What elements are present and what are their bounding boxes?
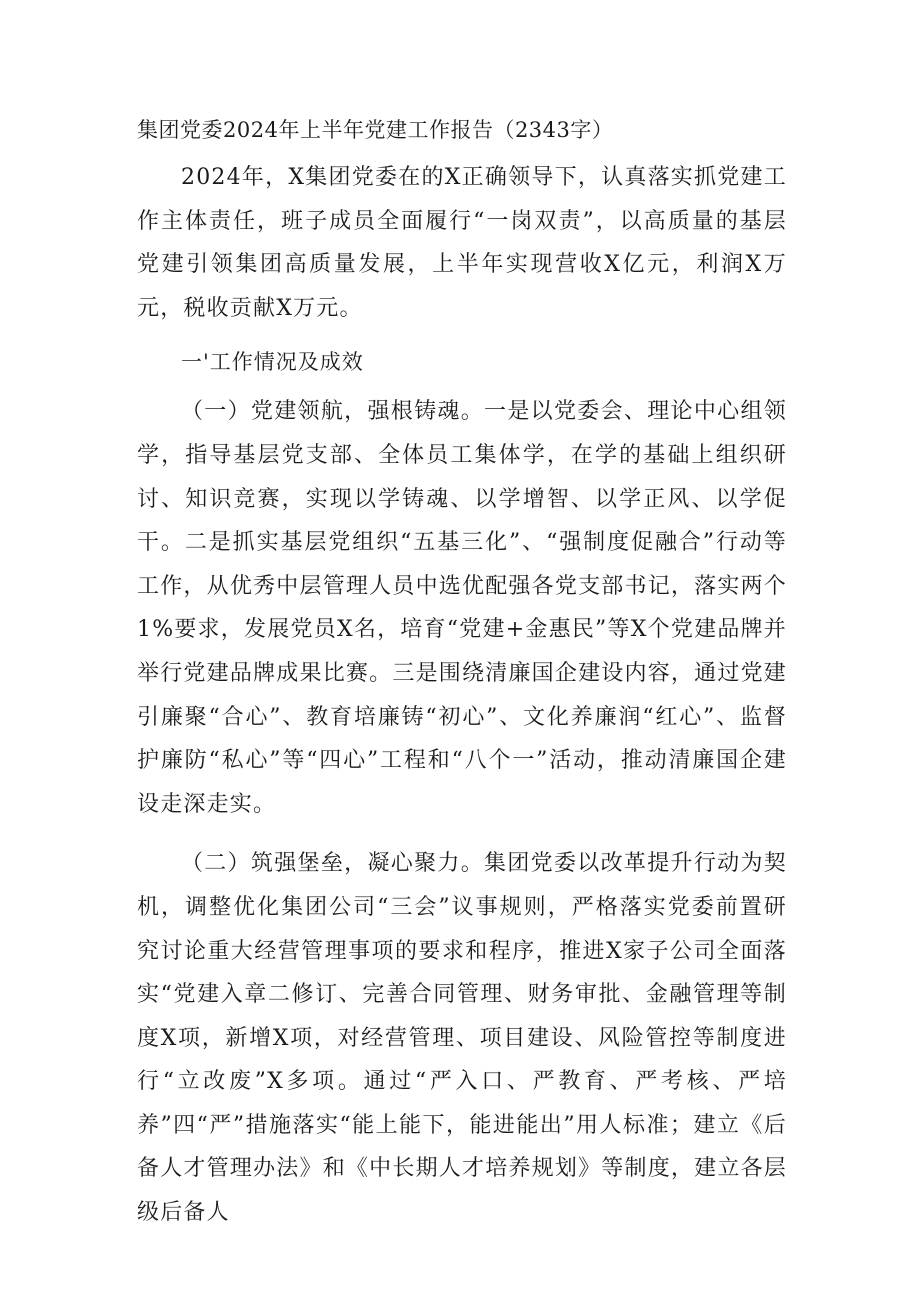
document-page [137,112,787,1235]
body-paragraph-2: （二）筑强堡垒，凝心聚力。集团党委以改革提升行动为契机，调整优化集团公司“三会”议事规则，严格落实党委前置研究讨论重大经营管理事项的要求和程序，推进X家子公司全面落实“党建入章二修订、完善合同管理、财务审批、金融管理等制度X项，新增X项，对经营管理、项目建设、风险管控等制度进行“立改废”X多项。通过“严入口、严教育、严考核、严培养”四“严”措施落实“能上能下，能进能出”用人标准；建立《后备人才管理办法》和《中长期人才培养规划》等制度，建立各层级后备人 [137,851,787,1226]
intro-paragraph: 2024年，X集团党委在的X正确领导下，认真落实抓党建工作主体责任，班子成员全面履行“一岗双责”，以高质量的基层党建引领集团高质量发展，上半年实现营收X亿元，利润X万元，税收贡献X万元。 [137,165,787,321]
document-title: 集团党委2024年上半年党建工作报告（2343字） [137,118,614,142]
body-paragraph-1: （一）党建领航，强根铸魂。一是以党委会、理论中心组领学，指导基层党支部、全体员工集体学，在学的基础上组织研讨、知识竞赛，实现以学铸魂、以学增智、以学正风、以学促干。二是抓实基层党组织“五基三化”、“强制度促融合”行动等工作，从优秀中层管理人员中选优配强各党支部书记，落实两个1%要求，发展党员X名，培育“党建+金惠民”等X个党建品牌并举行党建品牌成果比赛。三是围绕清廉国企建设内容，通过党建引廉聚“合心”、教育培廉铸“初心”、文化养廉润“红心”、监督护廉防“私心”等“四心”工程和“八个一”活动，推动清廉国企建设走深走实。 [137,399,787,817]
section-heading: 一'工作情况及成效 [181,350,364,375]
